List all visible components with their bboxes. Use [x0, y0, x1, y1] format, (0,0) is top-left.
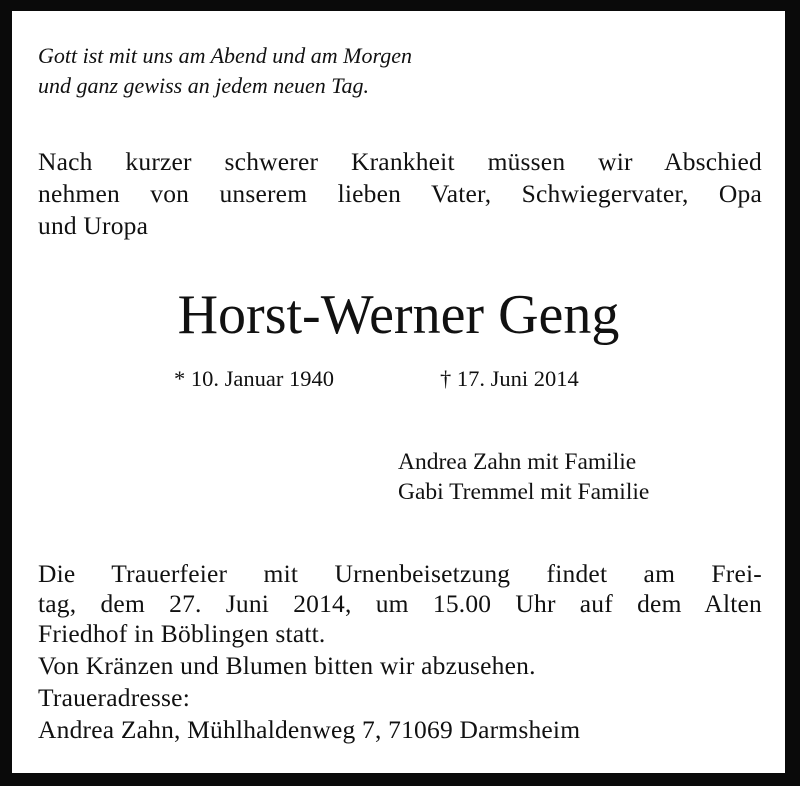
funeral-line: tag, dem 27. Juni 2014, um 15.00 Uhr auf dem Alten: [38, 589, 762, 618]
death-date: † 17. Juni 2014: [440, 366, 579, 391]
funeral-line: Friedhof in Böblingen statt.: [38, 619, 326, 648]
flowers-note: Von Kränzen und Blumen bitten wir abzusehen.: [38, 651, 536, 680]
birth-date: * 10. Januar 1940: [174, 366, 334, 391]
mourner: Andrea Zahn mit Familie: [398, 449, 637, 475]
obituary-notice: [12, 11, 785, 773]
intro-line: und Uropa: [38, 211, 149, 240]
address-value: Andrea Zahn, Mühlhaldenweg 7, 71069 Darmsheim: [38, 715, 581, 744]
intro-line: Nach kurzer schwerer Krankheit müssen wir Abschied: [38, 147, 762, 176]
deceased-name: Horst-Werner Geng: [177, 284, 620, 346]
address-label: Traueradresse:: [38, 683, 190, 712]
motto-line: Gott ist mit uns am Abend und am Morgen: [38, 43, 412, 68]
mourner: Gabi Tremmel mit Familie: [398, 479, 650, 505]
intro-line: nehmen von unserem lieben Vater, Schwiegervater, Opa: [38, 179, 762, 208]
motto-line: und ganz gewiss an jedem neuen Tag.: [38, 73, 370, 98]
funeral-line: Die Trauerfeier mit Urnenbeisetzung findet am Frei-: [38, 559, 762, 588]
